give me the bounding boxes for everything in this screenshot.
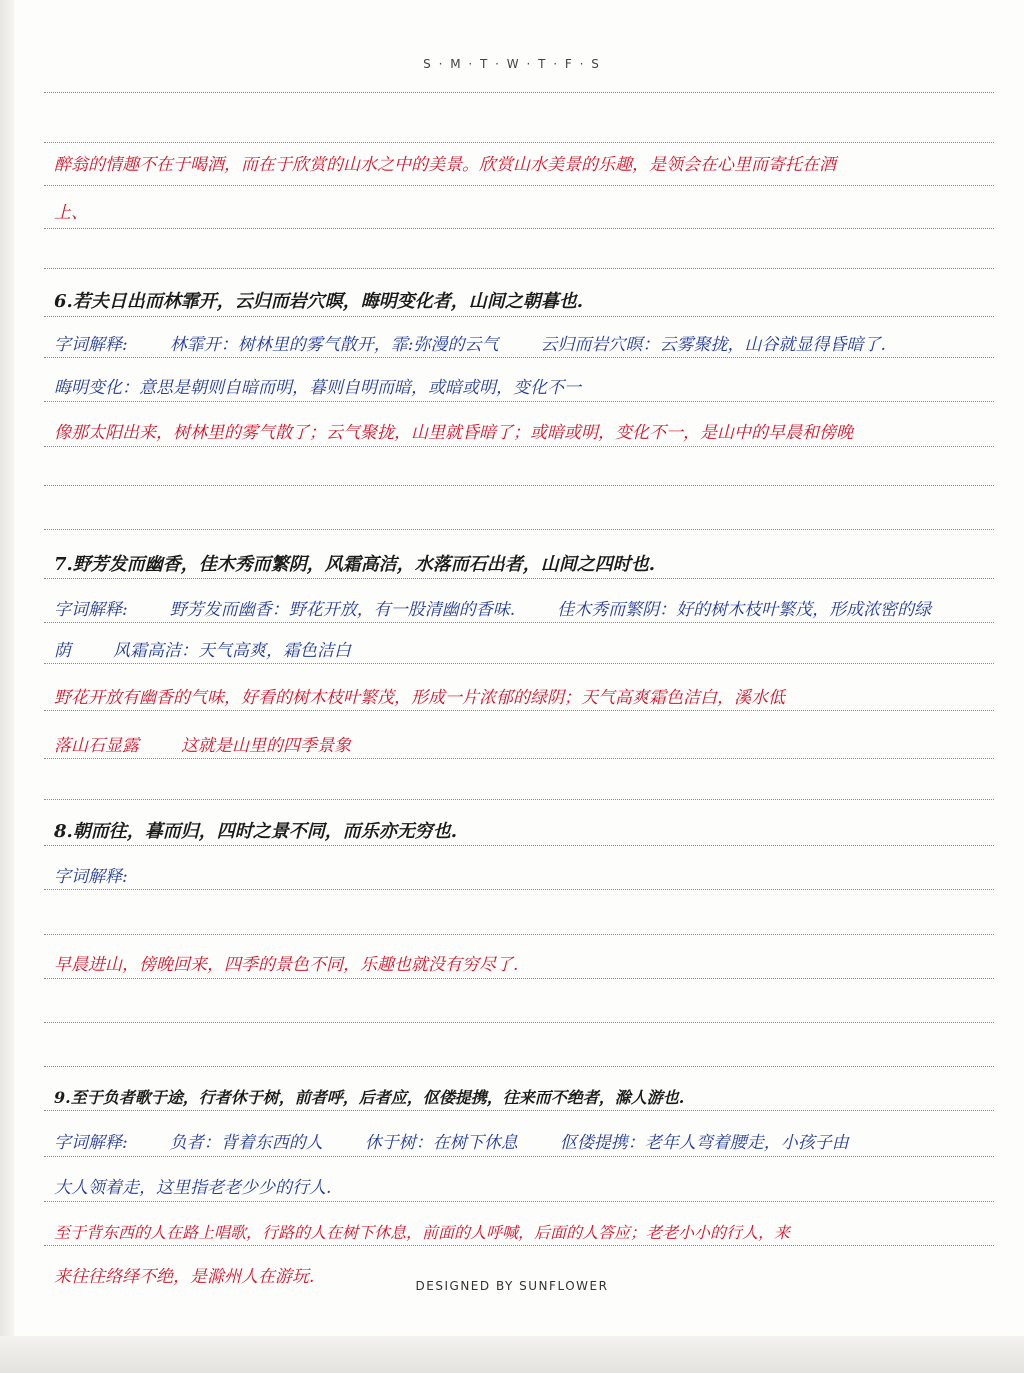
weekday-header: S · M · T · W · T · F · S [423, 57, 601, 71]
translation-9: 来往往络绎不绝，是滁州人在游玩. [54, 1267, 315, 1287]
vocab-label: 字词解释: [54, 1133, 128, 1153]
vocab-entry: 休于树：在树下休息 [364, 1133, 518, 1153]
vocab-line-6: 晦明变化：意思是朝则自暗而明，暮则自明而暗，或暗或明，变化不一 [54, 378, 581, 398]
vocab-line-9 [54, 1133, 849, 1153]
vocab-entry: 伛偻提携：老年人弯着腰走，小孩子由 [559, 1133, 849, 1153]
ruled-line [44, 1156, 994, 1157]
translation-line: 醉翁的情趣不在于喝酒，而在于欣赏的山水之中的美景。欣赏山水美景的乐趣，是领会在心里而寄托在酒 [54, 155, 836, 175]
translation-6: 像那太阳出来，树林里的雾气散了；云气聚拢，山里就昏暗了；或暗或明，变化不一，是山中的早晨和傍晚 [54, 423, 853, 443]
ruled-line [44, 758, 994, 759]
vocab-label: 字词解释: [54, 335, 128, 355]
ruled-line [44, 357, 994, 358]
ruled-line [44, 845, 994, 846]
original-text-7: 7.野芳发而幽香，佳木秀而繁阴，风霜高洁，水落而石出者，山间之四时也. [54, 554, 656, 575]
ruled-line [44, 578, 994, 579]
vocab-label: 字词解释: [54, 600, 128, 620]
translation-7 [54, 736, 351, 756]
ruled-line [44, 1201, 994, 1202]
ruled-line [44, 529, 994, 530]
ruled-line [44, 316, 994, 317]
vocab-entry: 荫 [54, 641, 71, 661]
ruled-line [44, 446, 994, 447]
ruled-line [44, 1245, 994, 1246]
page-left-edge [0, 0, 14, 1373]
ruled-line [44, 1110, 994, 1111]
original-text-6: 6.若夫日出而林霏开，云归而岩穴暝，晦明变化者，山间之朝暮也. [54, 291, 584, 312]
vocab-entry: 风霜高洁：天气高爽，霜色洁白 [113, 641, 351, 661]
ruled-line [44, 401, 994, 402]
ruled-line [44, 268, 994, 269]
vocab-line-6 [54, 335, 886, 355]
footer-brand: DESIGNED BY SUNFLOWER [415, 1279, 609, 1293]
vocab-entry: 云归而岩穴暝：云雾聚拢，山谷就显得昏暗了. [540, 335, 886, 355]
ruled-line [44, 934, 994, 935]
ruled-line [44, 485, 994, 486]
ruled-line [44, 799, 994, 800]
ruled-line [44, 1022, 994, 1023]
original-text-9: 9.至于负者歌于途，行者休于树，前者呼，后者应，伛偻提携，往来而不绝者，滁人游也. [54, 1088, 685, 1107]
vocab-entry: 林霏开：树林里的雾气散开，霏:弥漫的云气 [169, 335, 499, 355]
vocab-line-7 [54, 600, 931, 620]
translation-9: 至于背东西的人在路上唱歌，行路的人在树下休息，前面的人呼喊，后面的人答应；老老小小的行人，来 [54, 1223, 791, 1242]
vocab-line-9: 大人领着走，这里指老老少少的行人. [54, 1178, 332, 1198]
ruled-line [44, 185, 994, 186]
ruled-line [44, 622, 994, 623]
ruled-line [44, 889, 994, 890]
ruled-line [44, 142, 994, 143]
ruled-line [44, 1066, 994, 1067]
vocab-entry: 野芳发而幽香：野花开放，有一股清幽的香味. [169, 600, 516, 620]
ruled-line [44, 92, 994, 93]
vocab-entry: 负者：背着东西的人 [169, 1133, 323, 1153]
translation-fragment: 落山石显露 [54, 736, 139, 756]
vocab-line-8: 字词解释: [54, 867, 128, 887]
ruled-line [44, 710, 994, 711]
page-bottom-edge [0, 1336, 1024, 1373]
translation-fragment: 这就是山里的四季景象 [181, 736, 351, 756]
ruled-line [44, 663, 994, 664]
original-text-8: 8.朝而往，暮而归，四时之景不同，而乐亦无穷也. [54, 821, 458, 842]
vocab-line-7 [54, 641, 351, 661]
translation-line: 上、 [54, 203, 88, 223]
ruled-line [44, 228, 994, 229]
translation-8: 早晨进山，傍晚回来，四季的景色不同，乐趣也就没有穷尽了. [54, 955, 519, 975]
translation-7: 野花开放有幽香的气味，好看的树木枝叶繁茂，形成一片浓郁的绿阴；天气高爽霜色洁白，溪水低 [54, 688, 785, 708]
ruled-line [44, 978, 994, 979]
vocab-entry: 佳木秀而繁阴：好的树木枝叶繁茂，形成浓密的绿 [557, 600, 932, 620]
